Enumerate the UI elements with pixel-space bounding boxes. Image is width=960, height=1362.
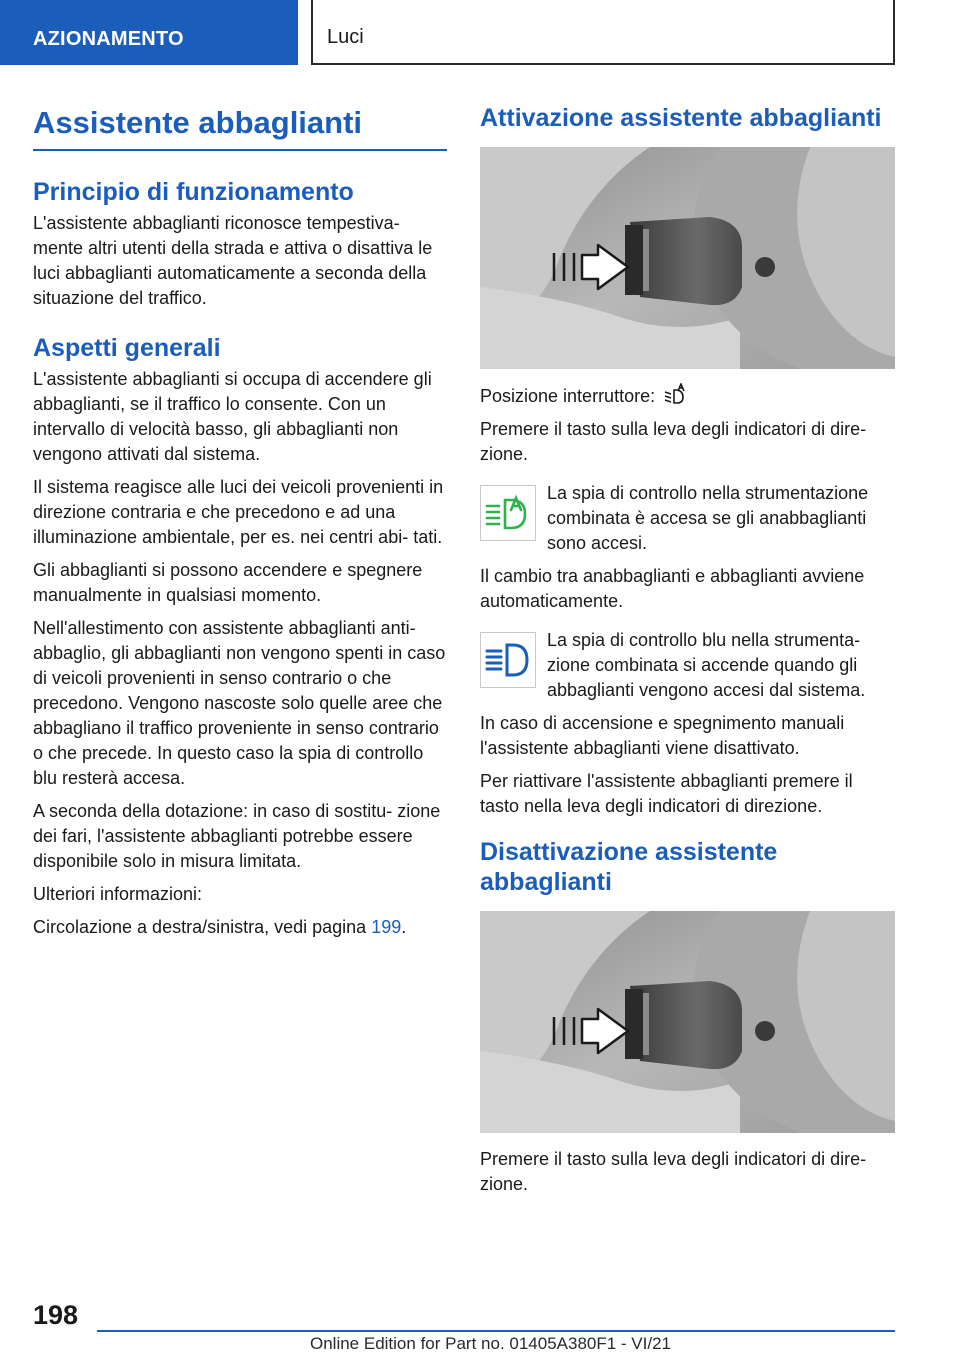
- cross-reference-suffix: .: [401, 917, 407, 937]
- page-title: Assistente abbaglianti: [33, 103, 447, 151]
- principle-text: L'assistente abbaglianti riconosce tempestiva‐ mente altri utenti della strada e attiva o disattiva le luci abbaglianti automaticamente a seconda della situazione del traffico.: [33, 213, 433, 308]
- principle-heading: Principio di funzionamento: [33, 178, 354, 206]
- deactivation-paragraph: Premere il tasto sulla leva degli indicatori di dire‐ zione.: [480, 1149, 867, 1194]
- general-paragraph: Gli abbaglianti si possono accendere e spegnere manualmente in qualsiasi momento.: [33, 560, 423, 605]
- cross-reference: [33, 915, 447, 940]
- switch-position-label: Posizione interruttore:: [480, 386, 656, 406]
- blue-indicator-text: La spia di controllo blu nella strumenta‐ zione combinata si accende quando gli abbaglianti vengono accesi dal sistema.: [547, 630, 866, 700]
- blue-indicator-row: [480, 628, 895, 703]
- high-beam-blue-icon: [481, 633, 535, 687]
- indicator-icon-box: [480, 485, 536, 541]
- section-label: AZIONAMENTO: [33, 28, 184, 50]
- high-beam-assist-switch-icon: [663, 383, 689, 405]
- chapter-box: [311, 0, 895, 65]
- left-column: [33, 103, 447, 948]
- general-paragraph: Il sistema reagisce alle luci dei veicoli provenienti in direzione contraria e che precedono e ad una illuminazione ambientale, per es. nei centri abi‐ tati.: [33, 477, 444, 547]
- chapter-label: Luci: [327, 26, 364, 48]
- edition-text: Online Edition for Part no. 01405A380F1 - VI/21: [310, 1334, 672, 1353]
- green-indicator-text: La spia di controllo nella strumentazione combinata è accesa se gli anabbaglianti sono accesi.: [547, 483, 869, 553]
- activation-paragraph: Per riattivare l'assistente abbaglianti premere il tasto nella leva degli indicatori di direzione.: [480, 771, 853, 816]
- activation-heading: Attivazione assistente abbaglianti: [480, 104, 882, 132]
- turn-signal-lever-figure: [480, 911, 895, 1133]
- general-paragraph: Ulteriori informazioni:: [33, 884, 203, 904]
- footer-divider: [97, 1330, 895, 1332]
- cross-reference-text: Circolazione a destra/sinistra, vedi pagina: [33, 917, 367, 937]
- general-paragraph: A seconda della dotazione: in caso di sostitu‐ zione dei fari, l'assistente abbaglianti potrebbe essere disponibile solo in misura limitata.: [33, 801, 441, 871]
- activation-paragraph: In caso di accensione e spegnimento manuali l'assistente abbaglianti viene disattivato.: [480, 713, 845, 758]
- deactivation-heading: Disattivazione assistente abbaglianti: [480, 838, 778, 896]
- general-heading: Aspetti generali: [33, 334, 221, 362]
- general-paragraph: L'assistente abbaglianti si occupa di accendere gli abbaglianti, se il traffico lo consente. Con un intervallo di velocità basso, gli abbaglianti non vengono attivati dal sistema.: [33, 369, 432, 464]
- green-indicator-row: [480, 481, 895, 556]
- page-number: 198: [33, 1300, 79, 1330]
- high-beam-assistant-green-icon: [481, 486, 535, 540]
- turn-signal-lever-figure: [480, 147, 895, 369]
- indicator-icon-box: [480, 632, 536, 688]
- switch-position: [480, 383, 895, 409]
- page-link[interactable]: 199: [371, 917, 402, 937]
- section-tab: [0, 0, 298, 65]
- right-column: [480, 103, 895, 1205]
- activation-paragraph: Premere il tasto sulla leva degli indicatori di dire‐ zione.: [480, 419, 867, 464]
- general-paragraph: Nell'allestimento con assistente abbaglianti anti‐ abbaglio, gli abbaglianti non vengono spenti in caso di veicoli provenienti in senso contrario o che precedono. Vengono nascoste solo quelle aree che abbagliano il traffico proveniente in senso contrario o che precede. In questo caso la spia di controllo blu resterà accesa.: [33, 618, 446, 788]
- activation-paragraph: Il cambio tra anabbaglianti e abbaglianti avviene automaticamente.: [480, 566, 865, 611]
